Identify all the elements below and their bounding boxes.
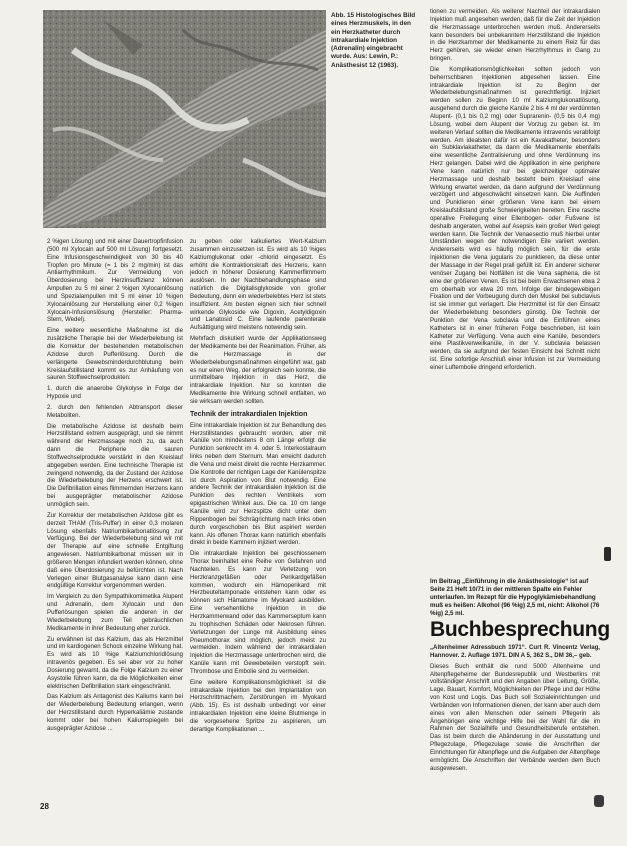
section-heading: Technik der intrakardialen Injektion	[190, 410, 308, 418]
paragraph: 2 %igen Lösung) und mit einer Dauertropfinfusion (500 ml Xylocain auf 500 ml Lösung) fortgesetzt. Eine Infusionsgeschwindigkeit von 30 bis 40 Tropfen pro Minute (= 1 bis 2 mg/min) ist das Antiarrhythmikum. Zur Vermeidung von Überdosierung bei Herzinsuffizienz können Ampullen zu 5 ml einer 2 %igen Xylocainlösung und Spezialampullen mit 5 ml einer 10 %igen Xylocainlösung zur Herstellung einer 0,2 %igen Xylocain-Infusionslösung (Hersteller: Pharma-Stern, Wedel).	[47, 238, 183, 324]
paragraph: Zu erwähnen ist das Kalzium, das als Herzmittel und im kardiogenen Schock einzelne Wirkung hat. Es wird als 10 %ige Kalziumchloridlösung intravenös gegeben. Es sei aber vor zu hoher Dosierung gewarnt, da die Folge Kalzium zu einer Asystolie führen kann, da die Möglichkeiten einer elektrischen Defibrillation stark eingeschränkt.	[47, 635, 183, 690]
figure-caption: Abb. 15 Histologisches Bild eines Herzmuskels, in den ein Herzkatheter durch intrakardiale Injektion (Adrenalin) eingebracht wurde. Aus: Lewin, P.: Anästhesist 12 (1963).	[331, 12, 416, 69]
scan-artifact	[594, 795, 604, 807]
paragraph: Eine intrakardiale Injektion ist zur Behandlung des Herzstillstandes gebraucht worden, aber mit Kanüle von mindestens 8 cm Länge erfolgt die Punktion senkrecht im 4. oder 5. Interkostalraum links neben dem Sternum. Man erreicht dadurch die Vena und meist direkt die rechte Herzkammer. Die Kontrolle der richtigen Lage der Kanülenspitze ist durch Aspiration von Blut notwendig. Eine andere Technik der intrakardialen Injektion ist die Punktion des rechten Ventrikels vom epigastrischen Winkel aus. Die ca. 10 cm lange Kanüle wird zur Herzspitze dicht unter dem Rippenbogen bei Schrägrichtung nach links oben durch vorgeschoben bis Blut aspiriert werden kann. Als offenen Thorax kann natürlich ebenfalls direkt in beide Kammern injiziert werden.	[190, 421, 326, 547]
paragraph: Zur Korrektur der metabolischen Azidose gibt es derzeit THAM (Tris-Puffer) in einer 0,3 molaren Lösung ebenfalls Natriumbikarbonatlösung zur Verfügung. Bei der Wiederbelebung sind wir mit der Therapie auf eine schnelle Entgiftung angewiesen. Natriumbikarbonat müssen wir in größeren Mengen infundiert werden können, ohne daß eine Überdosierung zu befürchten ist. Nach Verlegen einer Blutgasanalyse kann dann eine endgültige Korrektur vorgenommen werden.	[47, 511, 183, 590]
list-item: 2. durch den fehlenden Abtransport dieser Metaboliten.	[47, 403, 183, 419]
list-item: 1. durch die anaerobe Glykolyse in Folge der Hypoxie und	[47, 385, 183, 401]
paragraph: Eine weitere Komplikationsmöglichkeit ist die intrakardiale Injektion bei den Implantation von Herzschrittmachern, Zerstörungen im Myokard (Abb. 15). Es ist deshalb unbedingt vor einer intrakardialen Injektion eine kleine Blutmenge in die vorgesehene Spritze zu aspirieren, um derartige Komplikationen ...	[190, 678, 326, 733]
paragraph: Die metabolische Azidose ist deshalb beim Herzstillstand extrem ausgeprägt, und sie nimmt während der Herzmassage noch zu, da auch dann die Peripherie die sauren Stoffwechselprodukte verstärkt in den Kreislauf abgegeben werden. Eine technische Therapie ist zwingend notwendig, da der Zustand der Azidose die Wiederbelebung der Herzens erschwert ist. Die Defibrillation eines flimmernden Herzens kann bei ausgeprägter metabolischer Azidose unmöglich sein.	[47, 422, 183, 508]
text-column-right	[430, 8, 600, 375]
paragraph: Mehrfach diskutiert wurde der Applikationsweg der Medikamente bei der Reanimation. Früher, als die Herzmassage in der Wiederbelebungsmaßnahmen eingeführt war, gab es nur einen Weg, der erfolgreich sein konnte, die unmittelbare Injektion in das Herz, die intrakardiale Injektion. Nur so konnten die Medikamente ihre Wirkung schnell entfalten, wo sie wirksam werden sollten.	[190, 335, 326, 405]
book-citation: „Altenheimer Adressbuch 1971“. Curt R. Vincentz Verlag, Hannover. 2. Auflage 1971. DIN A 5, 362 S., DM 36,– geb.	[430, 644, 600, 659]
paragraph: zu geben oder kalkuliertes Wert-Kalzium zusammen einzusetzen ist. Es wird als 10 %iges Kalziumglukonat oder -chlorid eingesetzt. Es erhöht die Kontraktionskraft des Herzens, kann jedoch in höherer Dosierung Kammerflimmern auslösen. In der Nachbehandlungsphase sind natürlich die Digitalisglykoside von großer Bedeutung, denn ein wiederbelebtes Herz ist stets insuffizient. Am besten eignen sich hier schnell wirkende Glykoside wie Digoxin, Acetyldigoxin und Lanatosid C. Eine laufende parenterale Aufsättigung wird meistens notwendig sein.	[190, 238, 326, 332]
paragraph: tionen zu vermeiden. Als weiterer Nachteil der intrakardialen Injektion muß angesehen werden, daß für die Zeit der Injektion die Herzmassage unterbrochen werden muß. Andererseits kann besonders bei unbekanntem Herzstillstand die Injektion in die Herzkammer der Medikamente zu einem Reiz für das Herz gehören, sie wieder einen Herzrhythmus in Gang zu bringen.	[430, 8, 600, 63]
histology-photo	[43, 10, 326, 228]
text-column-left	[47, 238, 183, 736]
book-review-text	[430, 644, 600, 776]
book-review-heading: Buchbesprechung	[430, 618, 610, 641]
text-column-middle	[190, 238, 326, 737]
paragraph: Im Vergleich zu den Sympathikomimetika Alupent und Adrenalin, dem Xylocain und den Pufferlösungen spielen die anderen in der Wiederbelebung zum Teil gebräuchlichen Medikamente in ihrer Bedeutung eher zurück.	[47, 593, 183, 632]
paragraph: Die Komplikationsmöglichkeiten sollten jedoch von beherrschbaren Injektionen abgesehen lassen. Eine intrakardiale Injektion ist zu Beginn der Wiederbelebungsmaßnahmen ist gerechtfertigt. Injiziert werden sollen zu Beginn 10 ml Kalziumglukonatlösung, ausgehend durch die gleiche Kanüle 2 bis 4 ml der verdünnten Alupent- (0,1 bis 0,2 mg) oder Suprarenin- (0,5 bis 0,4 mg) Lösung, wobei dem Alupent der Vorzug zu geben ist. Im weiteren Verlauf sollten die Medikamente intravenös verabfolgt werden. Am idealsten dafür ist ein Kavakatheter, besonders ein Subklaviakatheter, da dann die Medikamente ebenfalls eine wesentliche Zentralisierung und ohne Verdünnung ins Herz gelangen. Dabei wird die Applikation in eine periphere Vene kann natürlich nur bei gleichzeitiger optimaler Herzmassage und deshalb besteht beim Kreislauf eine Wirkung erwartet werden, da dann aufgrund der Verdünnung verzögert und abgeschwächt einsetzen kann. Die Auffinden und Punktieren einer größeren Vene kann bei einem Kreislaufstillstand große Schwierigkeiten bereiten. Eine rasche operative Freilegung einer Ellenbogen- oder Fußvene ist deshalb angeraten, wobei auf Asepsis kein großer Wert gelegt werden kann. Die Technik der Venaesectio muß hierbei unter Umständen wegen der notwendigen Eile variiert werden. Andererseits wird es häufig möglich sein, für die erste Injektionen die Vena jugularis zu punktieren, da diese unter der Massage in der Regel prall gefüllt ist. Ein anderer sicherer venöser Zugang bei Notfällen ist die Vena saphena, die ist eine der größeren Venen. Es ist bei beim Erwachsenen etwa 2 cm oberhalb vor etwa 20 mm. Infolge der bindegewebigen Fixation und der Vorbeugung durch den Muskel bei subclavius ist sie immer gut verlagert. Die Herzmittel ist für den Einsatz der Wiederbelebung besonders günstig. Die Technik der Punktion der Vena subclavia und die Einführen eines Katheters ist in einer früheren Folge beschrieben, ist kein Katheter zur Verfügung. Vena auch eine Kanüle, besonders eine Plastikverweilkanüle, in der V. subclavia belassen werden, da sie aufgrund der festen Einsicht bei Schnitt nicht ist. Eine sofortige Anschluß einer Infusion ist zur Vermeidung einer Luftembolie dringend erforderlich.	[430, 65, 600, 371]
paragraph: Die intrakardiale Injektion bei geschlossenem Thorax beinhaltet eine Reihe von Gefahren und Nachteilen. Es kann zur Verletzung von Herzkranzgefäßen oder Perikardgefäßen kommen, wodurch ein Hämoperikard mit Herzbeuteltamponade entstehen kann oder es können sich Hämatome im Myokard ausbilden. Eine versehentliche Injektion in die Herzkammerwand oder das Kammerseptum kann zu trophischen Schäden oder Nekrosen führen. Verletzungen der Lunge mit Ausbildung eines Pneumothorax sind möglich, jedoch meist zu vermeiden. Indem während der intrakardialen Injektion die Herzmassage unterbrochen wird, die Kanüle kann mit Gewebeteilen verstopft sein. Thrombose und Embolie sind zu vermeiden.	[190, 550, 326, 675]
paragraph: Das Kalzium als Antagonist des Kaliums kann bei der Wiederbelebung Bedeutung erlangen, wenn der Herzstillstand durch Hyperkaliämie zustande kommt oder bei hohen Kaliumspiegeln bei ausgeprägter Azidose ...	[47, 693, 183, 732]
histology-image	[43, 10, 326, 228]
paragraph: Dieses Buch enthält die rund 5000 Altenheime und Altenpflegeheime der Bundesrepublik und Westberlins mit vollständiger Anschrift und den Angaben über Leitung, Größe, Lage, Bauart, Komfort, Möglichkeiten der Pflege und der Höhe von Kost und Logis. Das Buch soll Sozialeinrichtungen und Verbänden von Informationen dienen, der kann aber auch dem eines von allen Menschen oder seinem Pflegerin als Ängehörigen eine wichtige Hilfe bei der Wahl für die im Rahmen der Sozialhilfe und Gesundheitsberufe entstehen. Das ist beim durch die Abänderung in der Ausstattung und Pflegezulage, Pflegezulage sowie die Anschriften der Einrichtungen für Altenpflege und die Aufgaben der Altenpflege ermöglicht. Die Anschriften der Verbände werden dem Buch ausgewiesen.	[430, 662, 600, 772]
paragraph: Eine weitere wesentliche Maßnahme ist die zusätzliche Therapie bei der Wiederbelebung ist die Korrektur der bestehenden metabolischen Azidose durch Pufferlösung. Durch die verlängerte Gewebsminderdurchblutung beim Kreislaufstillstand kommt es zur Anhäufung von sauren Stoffwechselprodukten:	[47, 327, 183, 382]
page-number: 28	[40, 802, 49, 811]
scan-artifact	[604, 547, 611, 561]
correction-note: Im Beitrag „Einführung in die Anästhesiologie“ ist auf Seite 21 Heft 10/71 in der mittleren Spalte ein Fehler unterlaufen. Im Rezept für die Hypoglykämiebehandlung muß es heißen: Alkohol (96 %ig) 2,5 ml, nicht: Alkohol (76 %ig) 2,5 ml.	[430, 578, 600, 617]
